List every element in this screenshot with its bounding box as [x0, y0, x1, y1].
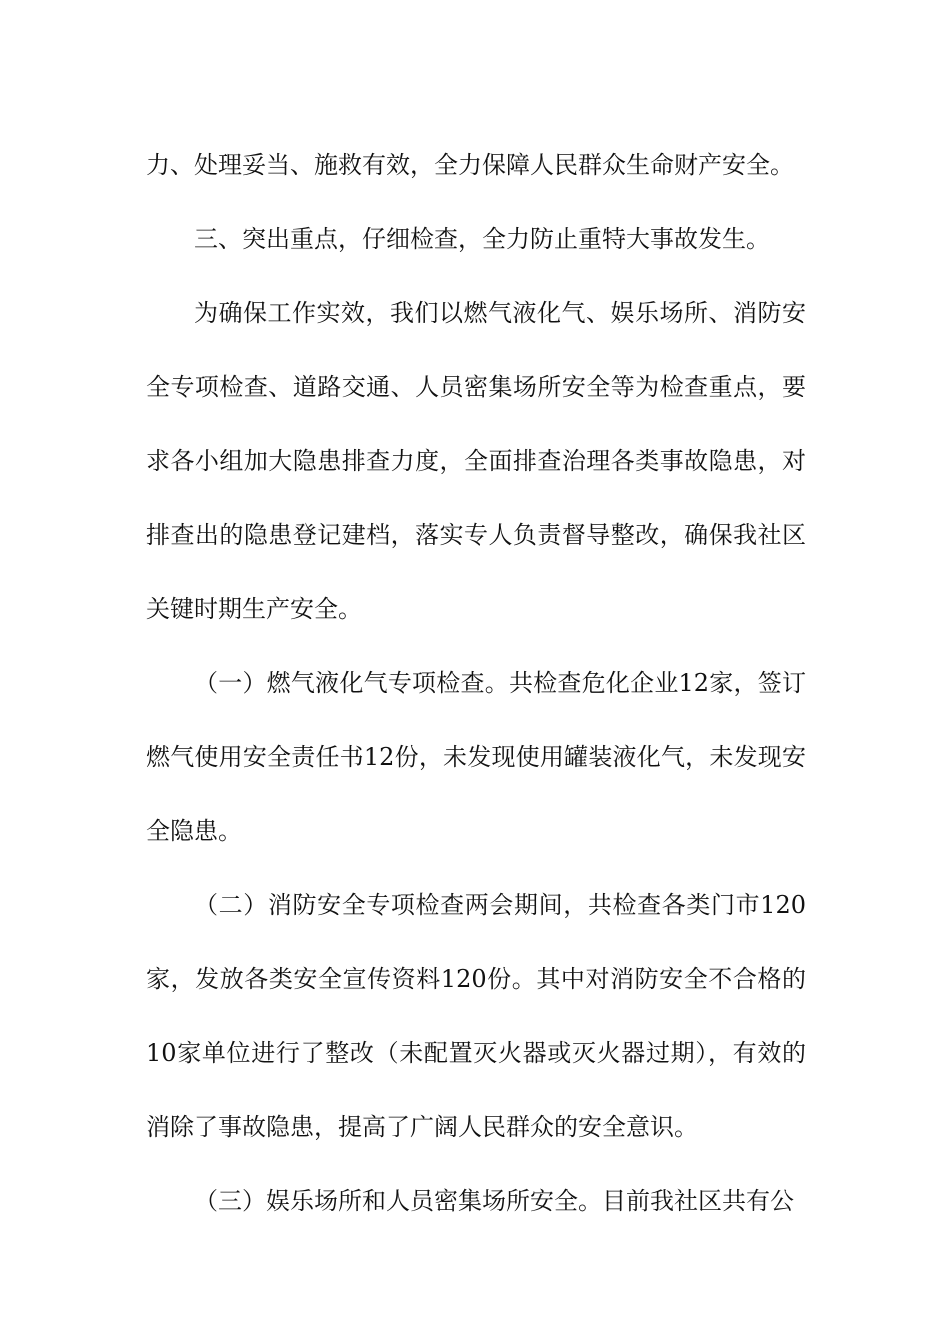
paragraph-gas-inspection: （一）燃气液化气专项检查。共检查危化企业12家，签订燃气使用安全责任书12份，未发现使用罐装液化气，未发现安全隐患。: [146, 669, 806, 845]
paragraph-entertainment-venues: （三）娱乐场所和人员密集场所安全。目前我社区共有公: [194, 1187, 794, 1215]
paragraph-fire-inspection: （二）消防安全专项检查两会期间，共检查各类门市120家，发放各类安全宣传资料120份。其中对消防安全不合格的10家单位进行了整改（未配置灭火器或灭火器过期），有效的消除了事故隐患，提高了广阔人民群众的安全意识。: [146, 891, 806, 1141]
paragraph-inspection-focus: 为确保工作实效，我们以燃气液化气、娱乐场所、消防安全专项检查、道路交通、人员密集场所安全等为检查重点，要求各小组加大隐患排查力度，全面排查治理各类事故隐患，对排查出的隐患登记建档，落实专人负责督导整改，确保我社区关键时期生产安全。: [146, 299, 806, 623]
section-heading-3: 三、突出重点，仔细检查，全力防止重特大事故发生。: [194, 225, 770, 253]
paragraph-continuation: 力、处理妥当、施救有效，全力保障人民群众生命财产安全。: [146, 151, 794, 179]
document-body: [146, 128, 806, 1238]
